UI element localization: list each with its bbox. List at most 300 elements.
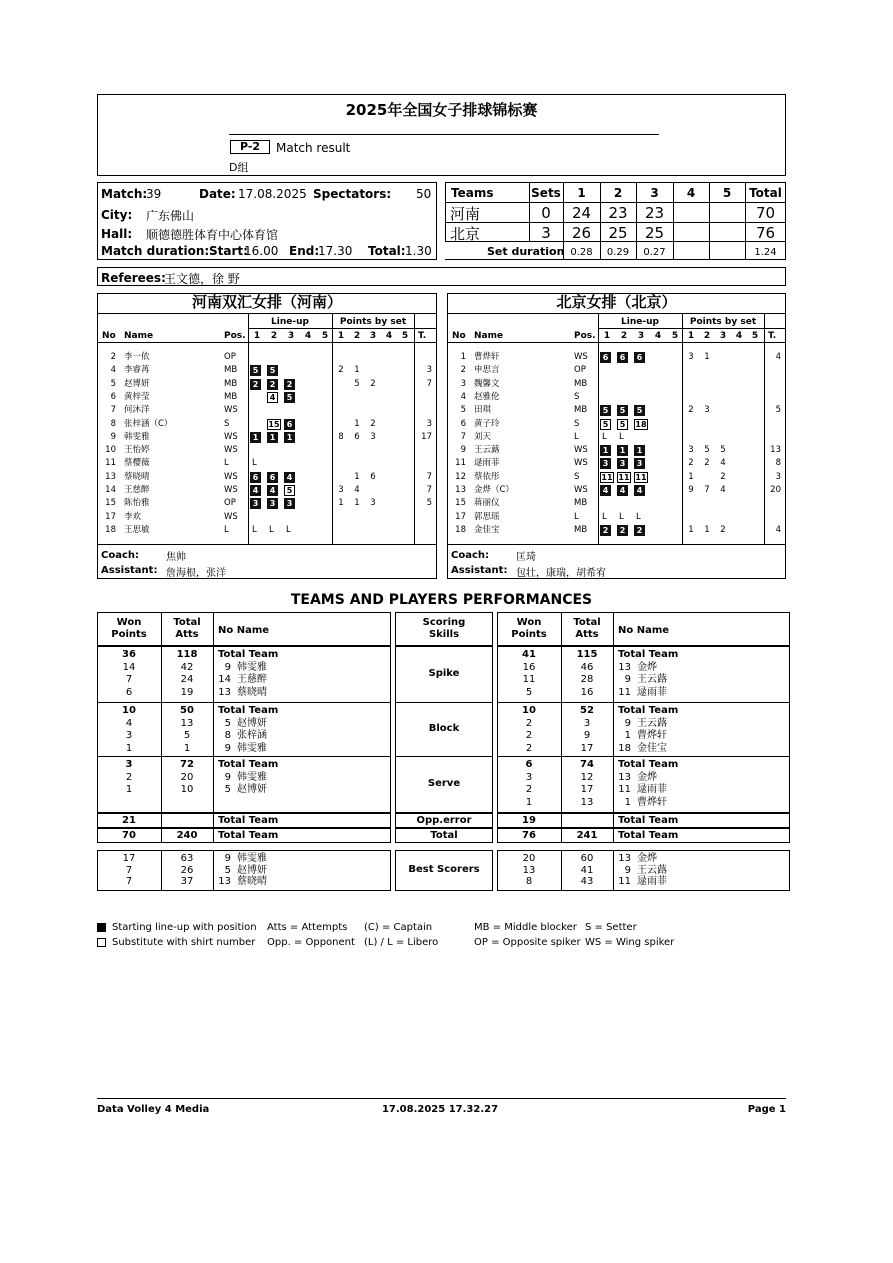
- player-total-points: 7: [426, 471, 432, 482]
- player-name: 王云蕗: [637, 674, 667, 685]
- starting-position-box: 2: [600, 525, 611, 536]
- player-name: 韩雯雅: [237, 771, 267, 783]
- team-label: Total Team: [618, 759, 679, 770]
- substitute-box: 11: [635, 472, 647, 482]
- best-total-atts: 37: [180, 876, 194, 887]
- left-opp_error-col2: [213, 813, 214, 828]
- points-set-header: 5: [751, 331, 759, 341]
- player-name: 田琪: [474, 405, 492, 416]
- won-points: 2: [525, 730, 533, 741]
- hdr-teams: Teams: [451, 186, 494, 200]
- team-label: Total Team: [218, 705, 279, 716]
- best-won-points: 17: [122, 853, 136, 864]
- starting-position-box: 2: [284, 379, 295, 390]
- set-points: 2: [370, 378, 376, 389]
- team-a-total: 70: [755, 204, 776, 222]
- points-set-header: 4: [735, 331, 743, 341]
- starting-position-box: 4: [600, 485, 611, 496]
- end-label: End:: [289, 244, 320, 258]
- won-points: 3: [125, 730, 133, 741]
- player-number: 9: [224, 771, 231, 783]
- player-name: 逯雨菲: [474, 458, 500, 469]
- best-won-points: 7: [125, 876, 133, 887]
- total-atts-header: Total Atts: [573, 617, 601, 640]
- lineup-set-header: 5: [321, 331, 329, 341]
- starting-position-box: 4: [284, 472, 295, 483]
- dur-rule: [445, 259, 786, 260]
- player-name: 黄梓莹: [124, 391, 150, 402]
- won-points: 4: [125, 717, 133, 729]
- player-name: 韩雯雅: [124, 431, 150, 442]
- best-player-name: 蔡晓晴: [237, 876, 267, 887]
- player-row: [448, 497, 785, 510]
- player-number: 1: [624, 796, 631, 808]
- start-label: Start:: [209, 244, 248, 258]
- hdr-set3: 3: [650, 186, 659, 200]
- best-player-number: 13: [218, 876, 231, 887]
- hall-label: Hall:: [101, 227, 133, 241]
- set-points: 6: [354, 431, 360, 442]
- starting-position-box: 4: [617, 485, 628, 496]
- set-points: 3: [688, 352, 694, 362]
- starting-position-box: 1: [267, 432, 278, 443]
- player-number: 13: [618, 771, 631, 783]
- player-position: WS: [224, 485, 238, 495]
- libero-mark: L: [286, 524, 291, 535]
- total-atts: 13: [180, 717, 194, 729]
- won-points: 7: [125, 674, 133, 685]
- total-atts: 3: [583, 717, 591, 729]
- opp_error-won: 21: [122, 815, 136, 826]
- player-position: WS: [224, 405, 238, 416]
- opp_error-label: Opp.error: [416, 815, 472, 826]
- total-atts: 17: [580, 742, 594, 754]
- player-name: 曹烨轩: [474, 352, 500, 362]
- best-won-points: 13: [522, 864, 536, 876]
- dur-col-4: [673, 242, 674, 260]
- set-points: 8: [338, 431, 344, 442]
- player-number: 18: [618, 742, 631, 754]
- legend-ws: WS = Wing spiker: [585, 937, 675, 948]
- total-duration: 1.30: [405, 244, 432, 258]
- substitute-box: 4: [267, 392, 278, 403]
- total-atts: 72: [180, 759, 194, 770]
- match-number: 39: [146, 187, 162, 201]
- set-points: 6: [370, 471, 376, 482]
- best-scorers-label: Best Scorers: [408, 864, 480, 875]
- header-rule: [98, 342, 436, 343]
- starting-position-box: 4: [267, 485, 278, 496]
- points-set-header: 4: [385, 331, 393, 341]
- player-name: 郭思瑶: [474, 511, 500, 522]
- player-number: 9: [224, 661, 231, 673]
- points-set-header: 2: [353, 331, 361, 341]
- score-rule-1: [445, 202, 786, 203]
- player-name: 蔡晓晴: [237, 686, 267, 698]
- starting-position-box: 4: [250, 485, 261, 496]
- substitute-box: 15: [268, 419, 280, 429]
- player-position: OP: [574, 365, 586, 376]
- player-name: 王慈醉: [237, 674, 267, 685]
- total-atts: 115: [576, 649, 598, 660]
- footer-software: Data Volley 4 Media: [97, 1104, 210, 1115]
- player-name: 何沐洋: [124, 405, 150, 416]
- coach-label: Coach:: [451, 550, 490, 561]
- set-points: 2: [370, 418, 376, 429]
- team-b-sets: 3: [541, 224, 551, 242]
- footer-timestamp: 17.08.2025 17.32.27: [381, 1104, 499, 1115]
- starting-position-box: 6: [250, 472, 261, 483]
- total-label: Total: [430, 830, 458, 841]
- player-number: 4: [460, 391, 466, 402]
- total-header: T.: [418, 331, 427, 341]
- player-row: [98, 511, 436, 524]
- player-total-points: 17: [421, 431, 432, 442]
- won-points: 6: [125, 686, 133, 698]
- starting-position-box: 3: [250, 498, 261, 509]
- starting-position-box: 1: [600, 445, 611, 456]
- player-number: 4: [110, 365, 116, 376]
- no-name-header: No Name: [618, 625, 670, 636]
- best-player-name: 赵博妍: [237, 864, 267, 876]
- roster-team-b: [447, 293, 786, 579]
- name-header: Name: [124, 331, 154, 341]
- right-hdr-col2: [613, 612, 614, 646]
- points-header: Points by set: [689, 317, 757, 327]
- spectators-count: 50: [416, 187, 432, 201]
- player-name: 申思言: [474, 365, 500, 376]
- won-points-header: Won Points: [511, 617, 547, 640]
- player-position: L: [574, 511, 579, 522]
- player-number: 6: [460, 418, 466, 429]
- set-points: 5: [720, 445, 726, 456]
- hdr-sets: Sets: [531, 186, 561, 200]
- coach-rule: [448, 544, 785, 545]
- set-points: 4: [720, 485, 726, 495]
- header-rule: [448, 342, 785, 343]
- set-duration-label: Set duration: [487, 245, 565, 258]
- lineup-set-header: 2: [620, 331, 628, 341]
- starting-lineup-square-icon: [97, 923, 106, 932]
- won-points: 3: [525, 771, 533, 783]
- player-row: [448, 511, 785, 524]
- skill-name: Block: [428, 723, 460, 734]
- set-points: 2: [720, 524, 726, 535]
- set-points: 1: [354, 498, 360, 509]
- player-total-points: 3: [426, 365, 432, 376]
- set-points: 1: [354, 365, 360, 376]
- player-row: [98, 431, 436, 444]
- player-name: 蔡樱薇: [124, 458, 150, 469]
- won-points: 2: [525, 717, 533, 729]
- lineup-set-header: 4: [304, 331, 312, 341]
- pos-header: Pos.: [224, 331, 246, 341]
- hall-value: 顺德德胜体育中心体育馆: [146, 228, 279, 242]
- scoring-skills-header: Scoring Skills: [422, 617, 466, 640]
- starting-position-box: 6: [267, 472, 278, 483]
- set-points: 1: [704, 352, 710, 362]
- lineup-set-header: 1: [603, 331, 611, 341]
- assistant-names: 詹海根，张洋: [166, 568, 226, 579]
- player-row: [448, 444, 785, 457]
- player-number: 13: [455, 485, 466, 495]
- lineup-set-header: 4: [654, 331, 662, 341]
- player-name: 韩雯雅: [237, 661, 267, 673]
- set-points: 4: [720, 458, 726, 469]
- player-row: [448, 391, 785, 404]
- player-position: S: [574, 391, 580, 402]
- player-row: [98, 378, 436, 391]
- subheader-rule: [248, 328, 436, 329]
- player-number: 11: [618, 784, 631, 795]
- player-row: [98, 457, 436, 470]
- team-b-set2: 25: [608, 224, 628, 242]
- points-set-header: 2: [703, 331, 711, 341]
- team-label: Total Team: [618, 649, 679, 660]
- player-number: 10: [105, 445, 116, 456]
- points-set-header: 5: [401, 331, 409, 341]
- set-points: 3: [704, 405, 710, 416]
- total-atts: 1: [183, 742, 191, 754]
- player-row: [448, 404, 785, 417]
- player-number: 2: [460, 365, 466, 376]
- no-header: No: [452, 331, 466, 341]
- player-number: 8: [224, 730, 231, 741]
- player-row: [448, 351, 785, 364]
- set-points: 1: [704, 524, 710, 535]
- player-row: [98, 391, 436, 404]
- starting-position-box: 6: [634, 352, 645, 363]
- title-rule: [98, 313, 436, 314]
- player-total-points: 3: [426, 418, 432, 429]
- player-position: MB: [224, 378, 238, 389]
- total-atts: 9: [583, 730, 591, 741]
- points-set-header: 3: [719, 331, 727, 341]
- best-player-name: 金烨: [637, 853, 657, 864]
- best-total-atts: 60: [580, 853, 594, 864]
- player-number: 9: [460, 445, 466, 456]
- footer-rule: [97, 1098, 786, 1099]
- won-points: 16: [522, 661, 536, 673]
- total-atts: 42: [180, 661, 194, 673]
- player-total-points: 4: [775, 524, 781, 535]
- won-points: 5: [525, 686, 533, 698]
- coach-name: 匡琦: [516, 552, 536, 563]
- hdr-total: Total: [749, 186, 782, 200]
- player-row: [98, 418, 436, 431]
- player-row: [448, 431, 785, 444]
- player-name: 王慈醉: [124, 485, 150, 495]
- performances-title: TEAMS AND PLAYERS PERFORMANCES: [290, 592, 593, 608]
- player-number: 9: [624, 674, 631, 685]
- footer-page: Page 1: [747, 1104, 786, 1115]
- libero-mark: L: [619, 511, 624, 522]
- total-won: 76: [522, 830, 536, 841]
- libero-mark: L: [269, 524, 274, 535]
- player-name: 金烨: [637, 771, 657, 783]
- player-total-points: 4: [775, 352, 781, 362]
- total-atts: 13: [580, 796, 594, 808]
- team-label: Total Team: [218, 759, 279, 770]
- team-a-set3: 23: [644, 204, 665, 222]
- assistant-label: Assistant:: [101, 565, 158, 576]
- player-name: 陈怡雅: [124, 498, 150, 509]
- substitute-box: 11: [601, 472, 613, 482]
- dur-col-5: [709, 242, 710, 260]
- starting-position-box: 3: [267, 498, 278, 509]
- total-team: Total Team: [218, 830, 279, 841]
- team-b-set1: 26: [571, 224, 592, 242]
- set-points: 5: [704, 445, 710, 456]
- total-atts: 12: [580, 771, 594, 783]
- total-atts: 50: [180, 705, 194, 716]
- player-number: 7: [110, 405, 116, 416]
- starting-position-box: 5: [634, 405, 645, 416]
- player-number: 12: [455, 471, 466, 482]
- libero-mark: L: [252, 458, 257, 469]
- player-name: 黄子玲: [474, 418, 500, 429]
- score-table: [445, 182, 786, 260]
- city-label: City:: [101, 208, 133, 222]
- set-points: 1: [688, 524, 694, 535]
- player-number: 6: [110, 391, 116, 402]
- lineup-set-header: 3: [287, 331, 295, 341]
- doc-code: P-2: [230, 140, 270, 154]
- player-name: 王怡婷: [124, 445, 150, 456]
- starting-position-box: 5: [617, 405, 628, 416]
- best-total-atts: 41: [580, 864, 594, 876]
- legend-op: OP = Opposite spiker: [474, 937, 581, 948]
- player-position: MB: [224, 365, 238, 376]
- player-name: 曹烨轩: [637, 796, 667, 808]
- won-points: 11: [522, 674, 536, 685]
- player-number: 18: [455, 524, 466, 535]
- player-name: 李睿苒: [124, 365, 150, 376]
- legend-opp: Opp. = Opponent: [267, 937, 355, 948]
- best-total-atts: 43: [580, 876, 594, 887]
- starting-position-box: 5: [600, 405, 611, 416]
- end-time: 17.30: [318, 244, 353, 258]
- player-name: 赵博妍: [237, 717, 267, 729]
- player-row: [98, 497, 436, 510]
- best-won-points: 7: [125, 864, 133, 876]
- player-row: [98, 484, 436, 497]
- points-set-header: 1: [687, 331, 695, 341]
- libero-mark: L: [602, 431, 607, 442]
- player-name: 赵博妍: [237, 784, 267, 795]
- total-atts: 240: [176, 830, 198, 841]
- starting-position-box: 4: [634, 485, 645, 496]
- best-player-number: 13: [618, 853, 631, 864]
- legend: [97, 921, 786, 951]
- points-set-header: 1: [337, 331, 345, 341]
- starting-position-box: 3: [284, 498, 295, 509]
- total-team: Total Team: [618, 830, 679, 841]
- starting-position-box: 3: [600, 458, 611, 469]
- total-atts: 74: [580, 759, 594, 770]
- total-atts: 19: [180, 686, 194, 698]
- player-position: S: [574, 418, 580, 429]
- legend-s: S = Setter: [585, 922, 637, 933]
- player-number: 15: [455, 498, 466, 509]
- team-b-total: 76: [755, 224, 776, 242]
- header-rule: [229, 134, 659, 135]
- coach-rule: [98, 544, 436, 545]
- player-name: 张梓涵: [237, 730, 267, 741]
- starting-position-box: 1: [634, 445, 645, 456]
- player-name: 蒋丽仪: [474, 498, 500, 509]
- player-name: 金佳宝: [474, 524, 500, 535]
- right-opp_error-col1: [561, 813, 562, 828]
- set-points: 2: [704, 458, 710, 469]
- libero-mark: L: [602, 511, 607, 522]
- libero-mark: L: [636, 511, 641, 522]
- won-points: 2: [525, 742, 533, 754]
- player-position: MB: [574, 378, 588, 389]
- starting-position-box: 1: [617, 445, 628, 456]
- right-opp_error-col2: [613, 813, 614, 828]
- player-position: OP: [224, 498, 236, 509]
- libero-mark: L: [619, 431, 624, 442]
- player-position: L: [224, 524, 229, 535]
- player-name: 金烨: [637, 661, 657, 673]
- total-atts: 46: [580, 661, 594, 673]
- legend-libero: (L) / L = Libero: [364, 937, 439, 948]
- duration-label: Match duration:: [101, 244, 210, 258]
- player-name: 王思敏: [124, 524, 150, 535]
- total-label: Total:: [368, 244, 406, 258]
- won-points: 36: [122, 649, 136, 660]
- legend-mb: MB = Middle blocker: [474, 922, 577, 933]
- lineup-set-header: 1: [253, 331, 261, 341]
- player-number: 2: [110, 352, 116, 362]
- points-header: Points by set: [339, 317, 407, 327]
- set-points: 3: [370, 431, 376, 442]
- set-points: 3: [370, 498, 376, 509]
- set-points: 3: [688, 445, 694, 456]
- lineup-header: Line-up: [271, 317, 309, 327]
- won-points: 1: [125, 784, 133, 795]
- name-header: Name: [474, 331, 504, 341]
- no-header: No: [102, 331, 116, 341]
- total-atts: 24: [180, 674, 194, 685]
- substitute-box: 5: [600, 419, 611, 430]
- player-name: 曹烨轩: [637, 730, 667, 741]
- total-header: T.: [768, 331, 777, 341]
- set-points: 5: [354, 378, 360, 389]
- set-points: 4: [354, 485, 360, 495]
- won-points: 1: [525, 796, 533, 808]
- legend-captain: (C) = Captain: [364, 922, 433, 933]
- player-number: 1: [460, 352, 466, 362]
- player-name: 金佳宝: [637, 742, 667, 754]
- player-name: 蔡依彤: [474, 471, 500, 482]
- best-won-points: 8: [525, 876, 533, 887]
- team-a-sets: 0: [541, 204, 551, 222]
- skill-name: Spike: [428, 668, 460, 679]
- hdr-set2: 2: [613, 186, 623, 200]
- player-row: [448, 457, 785, 470]
- player-name: 李欢: [124, 511, 142, 522]
- won-points: 14: [122, 661, 136, 673]
- no-name-header: No Name: [218, 625, 270, 636]
- city-value: 广东佛山: [146, 209, 195, 223]
- date-label: Date:: [199, 187, 236, 201]
- player-number: 13: [618, 661, 631, 673]
- opp_error-won: 19: [522, 815, 536, 826]
- team-label: Total Team: [218, 649, 279, 660]
- player-row: [98, 351, 436, 364]
